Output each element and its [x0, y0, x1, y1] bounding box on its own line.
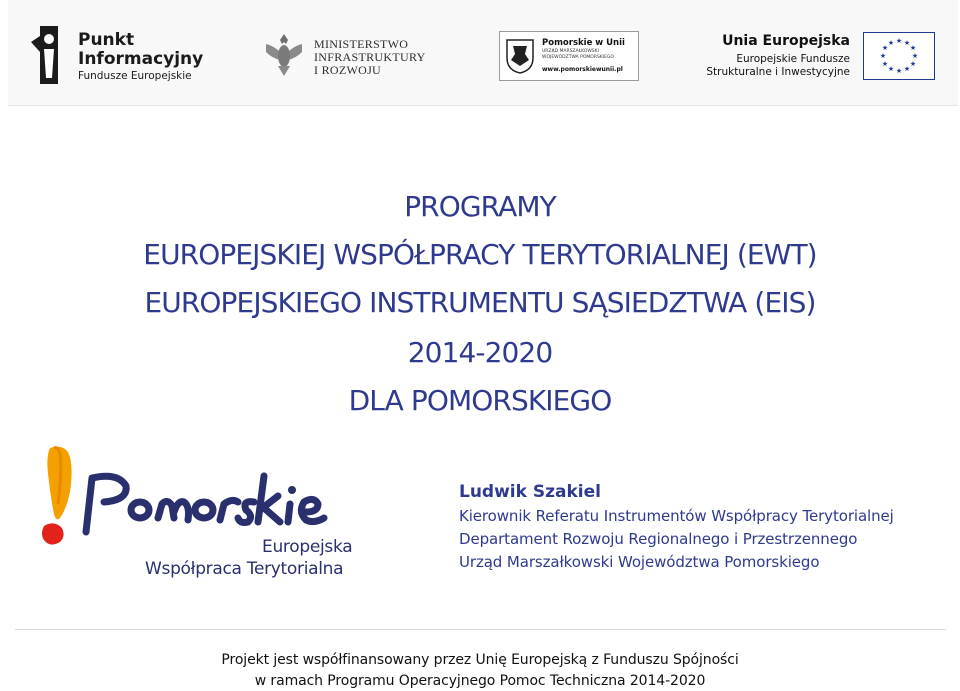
punkt-informacyjny-mark-icon — [28, 22, 70, 88]
exclamation-mark-icon — [36, 444, 76, 546]
title-pomorskie: DLA POMORSKIEGO — [348, 384, 612, 417]
svg-text:★: ★ — [903, 65, 911, 73]
svg-text:★: ★ — [911, 52, 919, 60]
footer-divider — [15, 629, 946, 630]
title-ewt: EUROPEJSKIEJ WSPÓŁPRACY TERYTORIALNEJ (EWT) — [143, 238, 817, 271]
svg-text:★: ★ — [909, 60, 917, 68]
svg-text:★: ★ — [887, 39, 895, 47]
speaker-position: Kierownik Referatu Instrumentów Współpracy Terytorialnej — [459, 507, 894, 525]
svg-text:★: ★ — [881, 60, 889, 68]
pomorskie-brand-logo — [30, 440, 370, 590]
svg-text:★: ★ — [887, 65, 895, 73]
speaker-department: Departament Rozwoju Regionalnego i Przestrzennego — [459, 530, 858, 548]
svg-text:★: ★ — [903, 39, 911, 47]
svg-text:★: ★ — [881, 44, 889, 52]
pomorskie-crest-icon — [505, 38, 535, 74]
svg-text:★: ★ — [879, 52, 887, 60]
europejska-label: Europejska — [262, 537, 353, 557]
svg-text:★: ★ — [895, 67, 903, 75]
title-eis: EUROPEJSKIEGO INSTRUMENTU SĄSIEDZTWA (EIS) — [144, 286, 816, 319]
fundusze-europejskie-label: Fundusze Europejskie — [78, 70, 192, 82]
urzad-marszalkowski-small-label: URZĄD MARSZAŁKOWSKI — [542, 49, 599, 54]
unia-europejska-label: Unia Europejska — [722, 33, 850, 49]
title-programy: PROGRAMY — [404, 190, 556, 223]
punkt-informacyjny-logo — [28, 20, 203, 90]
svg-text:★: ★ — [909, 44, 917, 52]
europejskie-fundusze-label: Europejskie Fundusze — [736, 53, 850, 65]
punkt-label: Punkt — [78, 30, 135, 50]
infrastruktury-label: INFRASTRUKTURY — [314, 50, 426, 64]
title-years: 2014-2020 — [407, 336, 553, 369]
wojewodztwa-pomorskiego-small-label: WOJEWÓDZTWA POMORSKIEGO — [542, 55, 614, 60]
pomorskie-w-unii-url: www.pomorskiewunii.pl — [542, 66, 623, 73]
ministerstwo-logo — [262, 30, 442, 82]
eu-flag-icon — [863, 32, 935, 80]
pomorskie-w-unii-logo — [499, 31, 639, 81]
svg-text:★: ★ — [895, 37, 903, 45]
pomorskie-w-unii-title: Pomorskie w Unii — [542, 38, 625, 48]
strukturalne-label: Strukturalne i Inwestycyjne — [706, 66, 850, 78]
polish-eagle-icon — [262, 30, 306, 80]
pomorskie-script-wordmark-icon — [78, 468, 334, 538]
footer-program: w ramach Programu Operacyjnego Pomoc Techniczna 2014-2020 — [254, 673, 706, 689]
footer-cofinancing: Projekt jest współfinansowany przez Unię Europejską z Funduszu Spójności — [221, 652, 739, 668]
i-rozwoju-label: I ROZWOJU — [314, 63, 382, 77]
wspolpraca-terytorialna-label: Współpraca Terytorialna — [145, 559, 344, 579]
informacyjny-label: Informacyjny — [78, 49, 204, 69]
speaker-office: Urząd Marszałkowski Województwa Pomorskiego — [459, 553, 820, 571]
ministerstwo-label: MINISTERSTWO — [314, 37, 409, 51]
speaker-name: Ludwik Szakiel — [459, 482, 601, 502]
